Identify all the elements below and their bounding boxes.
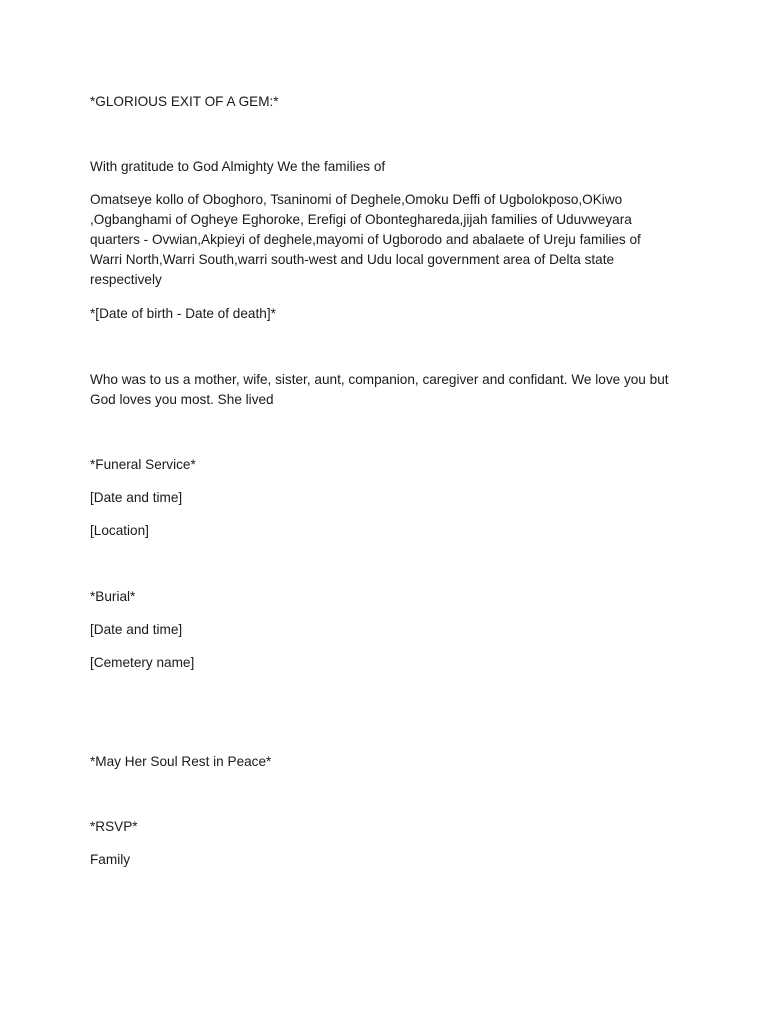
document-title: *GLORIOUS EXIT OF A GEM:* xyxy=(90,94,279,109)
gratitude-text: With gratitude to God Almighty We the families of xyxy=(90,159,386,174)
families-paragraph xyxy=(90,190,686,290)
burial-cemetery: [Cemetery name] xyxy=(90,655,195,670)
rsvp-name: Family xyxy=(90,852,131,867)
rsvp-heading: *RSVP* xyxy=(90,819,138,834)
tribute-paragraph xyxy=(90,370,690,410)
funeral-location: [Location] xyxy=(90,523,149,538)
families-line: ,Ogbanghami of Ogheye Eghoroke, Erefigi of Obonteghareda,jijah families of Uduvweyara xyxy=(90,212,632,227)
families-line: respectively xyxy=(90,272,162,287)
funeral-datetime: [Date and time] xyxy=(90,490,183,505)
dates-placeholder: *[Date of birth - Date of death]* xyxy=(90,306,276,321)
tribute-line: Who was to us a mother, wife, sister, aunt, companion, caregiver and confidant. We love you but xyxy=(90,372,669,387)
burial-datetime: [Date and time] xyxy=(90,622,183,637)
tribute-line: God loves you most. She lived xyxy=(90,392,274,407)
burial-heading: *Burial* xyxy=(90,589,136,604)
families-line: Omatseye kollo of Oboghoro, Tsaninomi of Deghele,Omoku Deffi of Ugbolokposo,OKiwo xyxy=(90,192,623,207)
families-line: quarters - Ovwian,Akpieyi of deghele,mayomi of Ugborodo and abalaete of Ureju families of xyxy=(90,232,641,247)
families-line: Warri North,Warri South,warri south-west and Udu local government area of Delta state xyxy=(90,252,615,267)
rest-in-peace-text: *May Her Soul Rest in Peace* xyxy=(90,754,272,769)
funeral-heading: *Funeral Service* xyxy=(90,457,196,472)
